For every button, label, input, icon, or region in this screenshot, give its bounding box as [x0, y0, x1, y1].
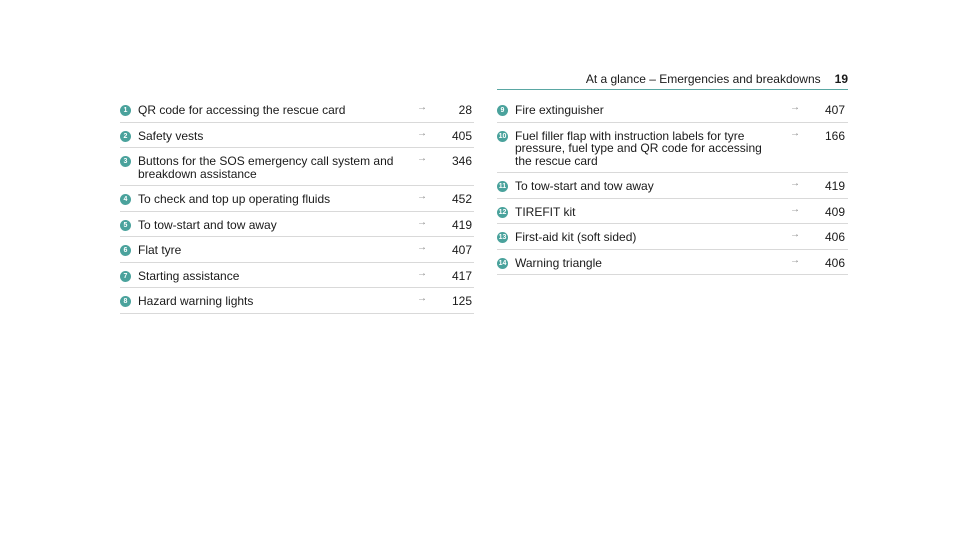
item-number-badge: 4	[120, 194, 131, 205]
page-reference[interactable]: 125	[451, 294, 472, 308]
item-label: Safety vests	[138, 128, 204, 143]
item-label: First-aid kit (soft sided)	[515, 230, 637, 244]
page-reference[interactable]: 419	[824, 179, 845, 193]
section-title: At a glance – Emergencies and breakdowns	[585, 72, 821, 86]
header-rule	[497, 89, 848, 90]
item-label: Buttons for the SOS emergency call system and breakdown assistance	[138, 154, 394, 181]
item-label: To tow-start and tow away	[515, 179, 654, 193]
page-reference[interactable]: 166	[824, 128, 845, 143]
arrow-icon: →	[790, 178, 800, 189]
list-item	[497, 254, 848, 276]
item-number-badge: 13	[498, 234, 507, 241]
item-label: Hazard warning lights	[138, 294, 254, 308]
page-number: 19	[834, 72, 848, 86]
list-item	[120, 267, 474, 289]
page-reference[interactable]: 406	[824, 255, 845, 270]
list-item	[120, 241, 474, 263]
list-item	[497, 101, 848, 123]
item-label: To tow-start and tow away	[138, 217, 277, 232]
arrow-icon: →	[417, 242, 427, 253]
arrow-icon: →	[417, 153, 427, 164]
arrow-icon: →	[790, 203, 800, 215]
item-label: TIREFIT kit	[515, 204, 576, 219]
arrow-icon: →	[417, 127, 427, 139]
list-item	[497, 203, 848, 225]
page-reference[interactable]: 407	[451, 243, 472, 257]
arrow-icon: →	[790, 102, 800, 113]
page-reference[interactable]: 28	[458, 103, 472, 117]
page-reference[interactable]: 419	[451, 217, 472, 232]
arrow-icon: →	[790, 254, 800, 266]
page-reference[interactable]: 417	[451, 268, 472, 283]
item-number-badge: 6	[120, 245, 131, 256]
item-number-badge: 2	[120, 131, 131, 142]
list-item	[497, 228, 848, 250]
page-reference[interactable]: 346	[451, 154, 472, 168]
list-item	[120, 190, 474, 212]
item-number-badge: 14	[498, 259, 507, 267]
arrow-icon: →	[417, 293, 427, 304]
item-label: To check and top up operating fluids	[138, 192, 331, 206]
arrow-icon: →	[417, 216, 427, 228]
page-reference[interactable]: 452	[451, 192, 472, 206]
arrow-icon: →	[790, 127, 800, 139]
item-number-badge: 12	[498, 208, 507, 216]
item-number-badge: 10	[498, 132, 507, 140]
page-reference[interactable]: 407	[824, 103, 845, 117]
list-item	[120, 101, 474, 123]
item-number-badge: 11	[498, 183, 507, 190]
item-label: QR code for accessing the rescue card	[138, 103, 346, 117]
right-item-list	[497, 101, 848, 279]
item-label: Fuel filler flap with instruction labels for tyre pressure, fuel type and QR code for accessing the rescue card	[515, 128, 762, 168]
item-label: Starting assistance	[138, 268, 240, 283]
item-label: Warning triangle	[515, 255, 602, 270]
arrow-icon: →	[417, 102, 427, 113]
page-reference[interactable]: 409	[824, 204, 845, 219]
arrow-icon: →	[790, 229, 800, 240]
item-number-badge: 3	[120, 156, 131, 167]
left-item-list	[120, 101, 474, 318]
list-item	[497, 177, 848, 199]
item-label: Flat tyre	[138, 243, 182, 257]
list-item	[120, 292, 474, 314]
item-label: Fire extinguisher	[515, 103, 604, 117]
item-number-badge: 9	[497, 105, 508, 116]
list-item	[120, 152, 474, 186]
item-number-badge: 1	[120, 105, 131, 116]
item-number-badge: 7	[120, 271, 131, 282]
arrow-icon: →	[417, 191, 427, 202]
arrow-icon: →	[417, 267, 427, 279]
list-item	[120, 216, 474, 238]
page-reference[interactable]: 406	[824, 230, 845, 244]
page-reference[interactable]: 405	[451, 128, 472, 143]
page-header	[497, 72, 848, 88]
list-item	[497, 127, 848, 174]
list-item	[120, 127, 474, 149]
item-number-badge: 8	[120, 296, 131, 307]
item-number-badge: 5	[120, 220, 131, 231]
